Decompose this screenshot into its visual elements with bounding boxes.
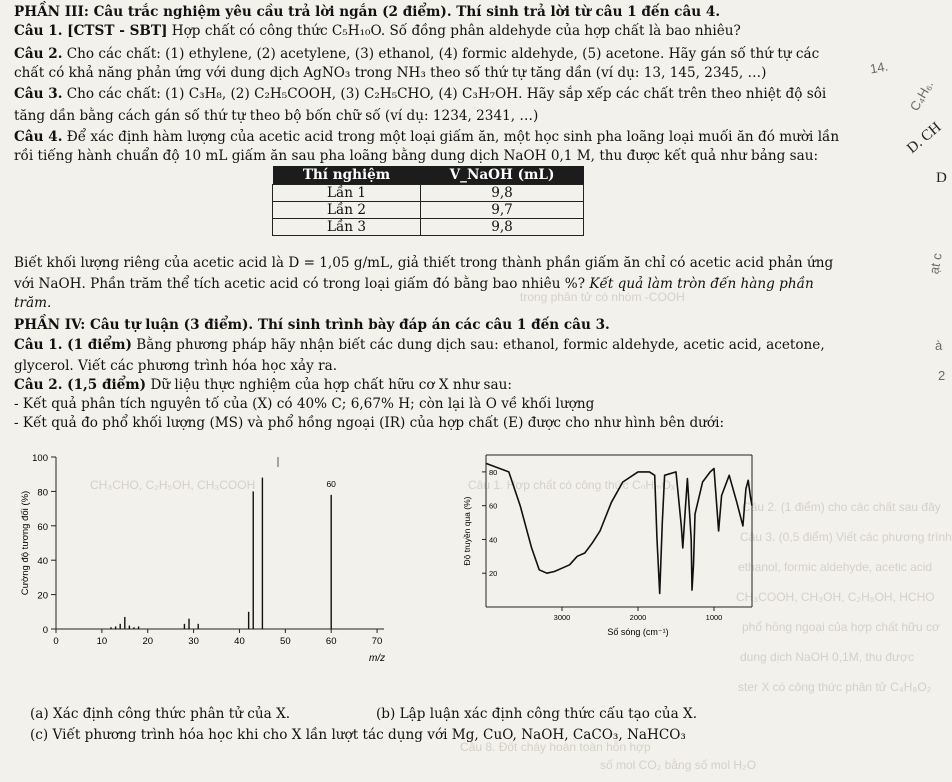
ghost-line: Câu 8. Đốt cháy hoàn toàn hỗn hợp (460, 740, 651, 754)
y-tick-label: 80 (489, 467, 498, 477)
part4-bullet-2: - Kết quả đo phổ khối lượng (MS) và phổ hồng ngoại (IR) của hợp chất (E) được cho như hình bên dưới: (14, 415, 725, 431)
x-axis-title: m/z (369, 653, 386, 664)
question-label: Câu 2. (1,5 điểm) (14, 377, 147, 393)
x-tick-label: 3000 (553, 613, 571, 622)
question-text: Hợp chất có công thức C₅H₁₀O. Số đồng phân aldehyde của hợp chất là bao nhiêu? (167, 23, 741, 39)
peak-label: 60 (326, 478, 336, 489)
question-text-italic: Kết quả làm tròn đến hàng phần (589, 276, 814, 292)
question-text: Cho các chất: (1) ethylene, (2) acetylene, (3) ethanol, (4) formic aldehyde, (5) acetone. Hãy gán số thứ tự các (62, 46, 820, 62)
table-row (273, 185, 584, 202)
ghost-line: ster X có công thức phân tử C₄H₈O₂ (738, 680, 932, 694)
x-tick-label: 20 (142, 636, 154, 647)
part4-question-1 (14, 336, 894, 354)
part3-question-4-cont: rồi tiếng hành chuẩn độ 10 mL giấm ăn sau pha loãng bằng dung dịch NaOH 0,1 M, thu được kết quả như bảng sau: (14, 148, 819, 164)
table-cell: 9,7 (421, 202, 584, 219)
margin-note: D. CH (904, 119, 945, 157)
part3-question-4-note-cont (14, 275, 894, 293)
x-tick-label: 0 (53, 636, 59, 647)
ir-spectrum-chart (448, 445, 768, 665)
x-tick-label: 60 (325, 636, 337, 647)
part3-question-2 (14, 45, 894, 63)
x-tick-label: 50 (280, 636, 291, 647)
x-axis-title: Số sóng (cm⁻¹) (607, 627, 669, 637)
y-tick-label: 0 (42, 625, 48, 636)
table-header-row (273, 166, 584, 185)
ghost-line: trong phân tử có nhóm -COOH (520, 290, 685, 304)
y-tick-label: 80 (37, 487, 48, 499)
part3-question-4-note: Biết khối lượng riêng của acetic acid là D = 1,05 g/mL, giả thiết trong thành phần giấm ăn chỉ có acetic acid phản ứng (14, 255, 834, 271)
question-text: Bằng phương pháp hãy nhận biết các dung dịch sau: ethanol, formic aldehyde, acetic acid, acetone, (131, 337, 825, 353)
table-cell: Lần 3 (273, 219, 421, 236)
part3-question-4 (14, 128, 894, 146)
part4-heading: PHẦN IV: Câu tự luận (3 điểm). Thí sinh trình bày đáp án các câu 1 đến câu 3. (14, 317, 610, 333)
titration-table (272, 166, 584, 236)
part4-question-1-cont: glycerol. Viết các phương trình hóa học xảy ra. (14, 358, 338, 374)
y-tick-label: 40 (37, 556, 48, 568)
question-label: Câu 1. [CTST - SBT] (14, 23, 168, 39)
table-row (273, 219, 584, 236)
question-label: Câu 2. (14, 46, 63, 62)
part4-sub-b: (b) Lập luận xác định công thức cấu tạo của X. (376, 706, 698, 722)
table-cell: 9,8 (421, 185, 584, 202)
question-text: với NaOH. Phần trăm thể tích acetic acid có trong loại giấm đó bằng bao nhiêu %? (14, 276, 590, 292)
part4-question-2 (14, 376, 894, 394)
question-text: Để xác định hàm lượng của acetic acid trong một loại giấm ăn, một học sinh pha loãng loại muối ăn đó mười lần (62, 129, 840, 145)
ghost-line: số mol CO₂ bằng số mol H₂O (600, 758, 757, 772)
part3-question-2-cont: chất có khả năng phản ứng với dung dịch AgNO₃ trong NH₃ theo số thứ tự tăng dần (ví dụ: 13, 145, 2345, …) (14, 65, 767, 81)
table-cell: 9,8 (421, 219, 584, 236)
table-cell: Lần 2 (273, 202, 421, 219)
margin-note: 14. (868, 58, 890, 77)
question-label: Câu 4. (14, 129, 63, 145)
part4-sub-c: (c) Viết phương trình hóa học khi cho X lần lượt tác dụng với Mg, CuO, NaOH, CaCO₃, NaHCO₃ (30, 727, 686, 743)
question-label: Câu 3. (14, 86, 63, 102)
part3-question-4-note-end: trăm. (14, 295, 52, 311)
margin-note: à (935, 338, 943, 353)
part4-bullet-1: - Kết quả phân tích nguyên tố của (X) có 40% C; 6,67% H; còn lại là O về khối lượng (14, 396, 595, 412)
margin-note: C₄H₆. (906, 77, 937, 114)
y-axis-title: Độ truyền qua (%) (462, 496, 472, 566)
part4-sub-a: (a) Xác định công thức phân tử của X. (30, 706, 291, 722)
ghost-line: phổ hồng ngoại của hợp chất hữu cơ (742, 620, 940, 634)
x-tick-label: 1000 (705, 613, 723, 622)
y-tick-label: 60 (489, 501, 498, 511)
ghost-line: Câu 3. (0,5 điểm) Viết các phương trình (740, 530, 952, 544)
table-cell: Lần 1 (273, 185, 421, 202)
part3-question-3 (14, 85, 894, 103)
x-tick-label: 30 (188, 636, 199, 647)
ghost-line: dung dịch NaOH 0,1M, thu được (740, 650, 914, 664)
ir-transmittance-line (486, 463, 752, 593)
x-tick-label: 70 (371, 636, 383, 647)
y-tick-label: 20 (489, 569, 498, 579)
table-header: Thí nghiệm (273, 166, 421, 185)
table-row (273, 202, 584, 219)
question-text: Dữ liệu thực nghiệm của hợp chất hữu cơ X như sau: (146, 377, 512, 393)
y-tick-label: 40 (489, 535, 498, 545)
y-axis-title: Cường độ tương đối (%) (20, 490, 31, 596)
margin-note: ạt c (926, 251, 945, 276)
x-tick-label: 40 (234, 636, 245, 647)
ghost-line: CH₃CHO, C₂H₅OH, CH₃COOH (90, 478, 256, 492)
ghost-line: Câu 2. (1 điểm) cho các chất sau đây (742, 500, 941, 514)
y-tick-label: 100 (32, 453, 48, 464)
ms-spectrum-chart (8, 445, 428, 685)
table-header: V_NaOH (mL) (421, 166, 584, 185)
ghost-line: Câu 1. Hợp chất có công thức CₙHₘOₓ (468, 478, 675, 492)
part3-heading: PHẦN III: Câu trắc nghiệm yêu cầu trả lời ngắn (2 điểm). Thí sinh trả lời từ câu 1 đến câu 4. (14, 4, 721, 20)
margin-note: D (936, 170, 947, 186)
part3-question-3-cont: tăng dần bằng cách gán số thứ tự theo bộ bốn chữ số (ví dụ: 1234, 2341, …) (14, 108, 539, 124)
ghost-line: CH₃COOH, CH₃OH, C₂H₅OH, HCHO (736, 590, 935, 604)
ghost-line: ethanol, formic aldehyde, acetic acid (738, 560, 933, 574)
question-label: Câu 1. (1 điểm) (14, 337, 132, 353)
margin-note: 2 (938, 368, 946, 383)
question-text: Cho các chất: (1) C₃H₈, (2) C₂H₅COOH, (3) C₂H₅CHO, (4) C₃H₇OH. Hãy sắp xếp các chất trên theo nhiệt độ sôi (62, 86, 827, 102)
part3-question-1 (14, 22, 894, 40)
x-tick-label: 10 (96, 636, 108, 647)
x-tick-label: 2000 (629, 613, 647, 622)
y-tick-label: 60 (37, 521, 48, 533)
y-tick-label: 20 (37, 590, 48, 602)
